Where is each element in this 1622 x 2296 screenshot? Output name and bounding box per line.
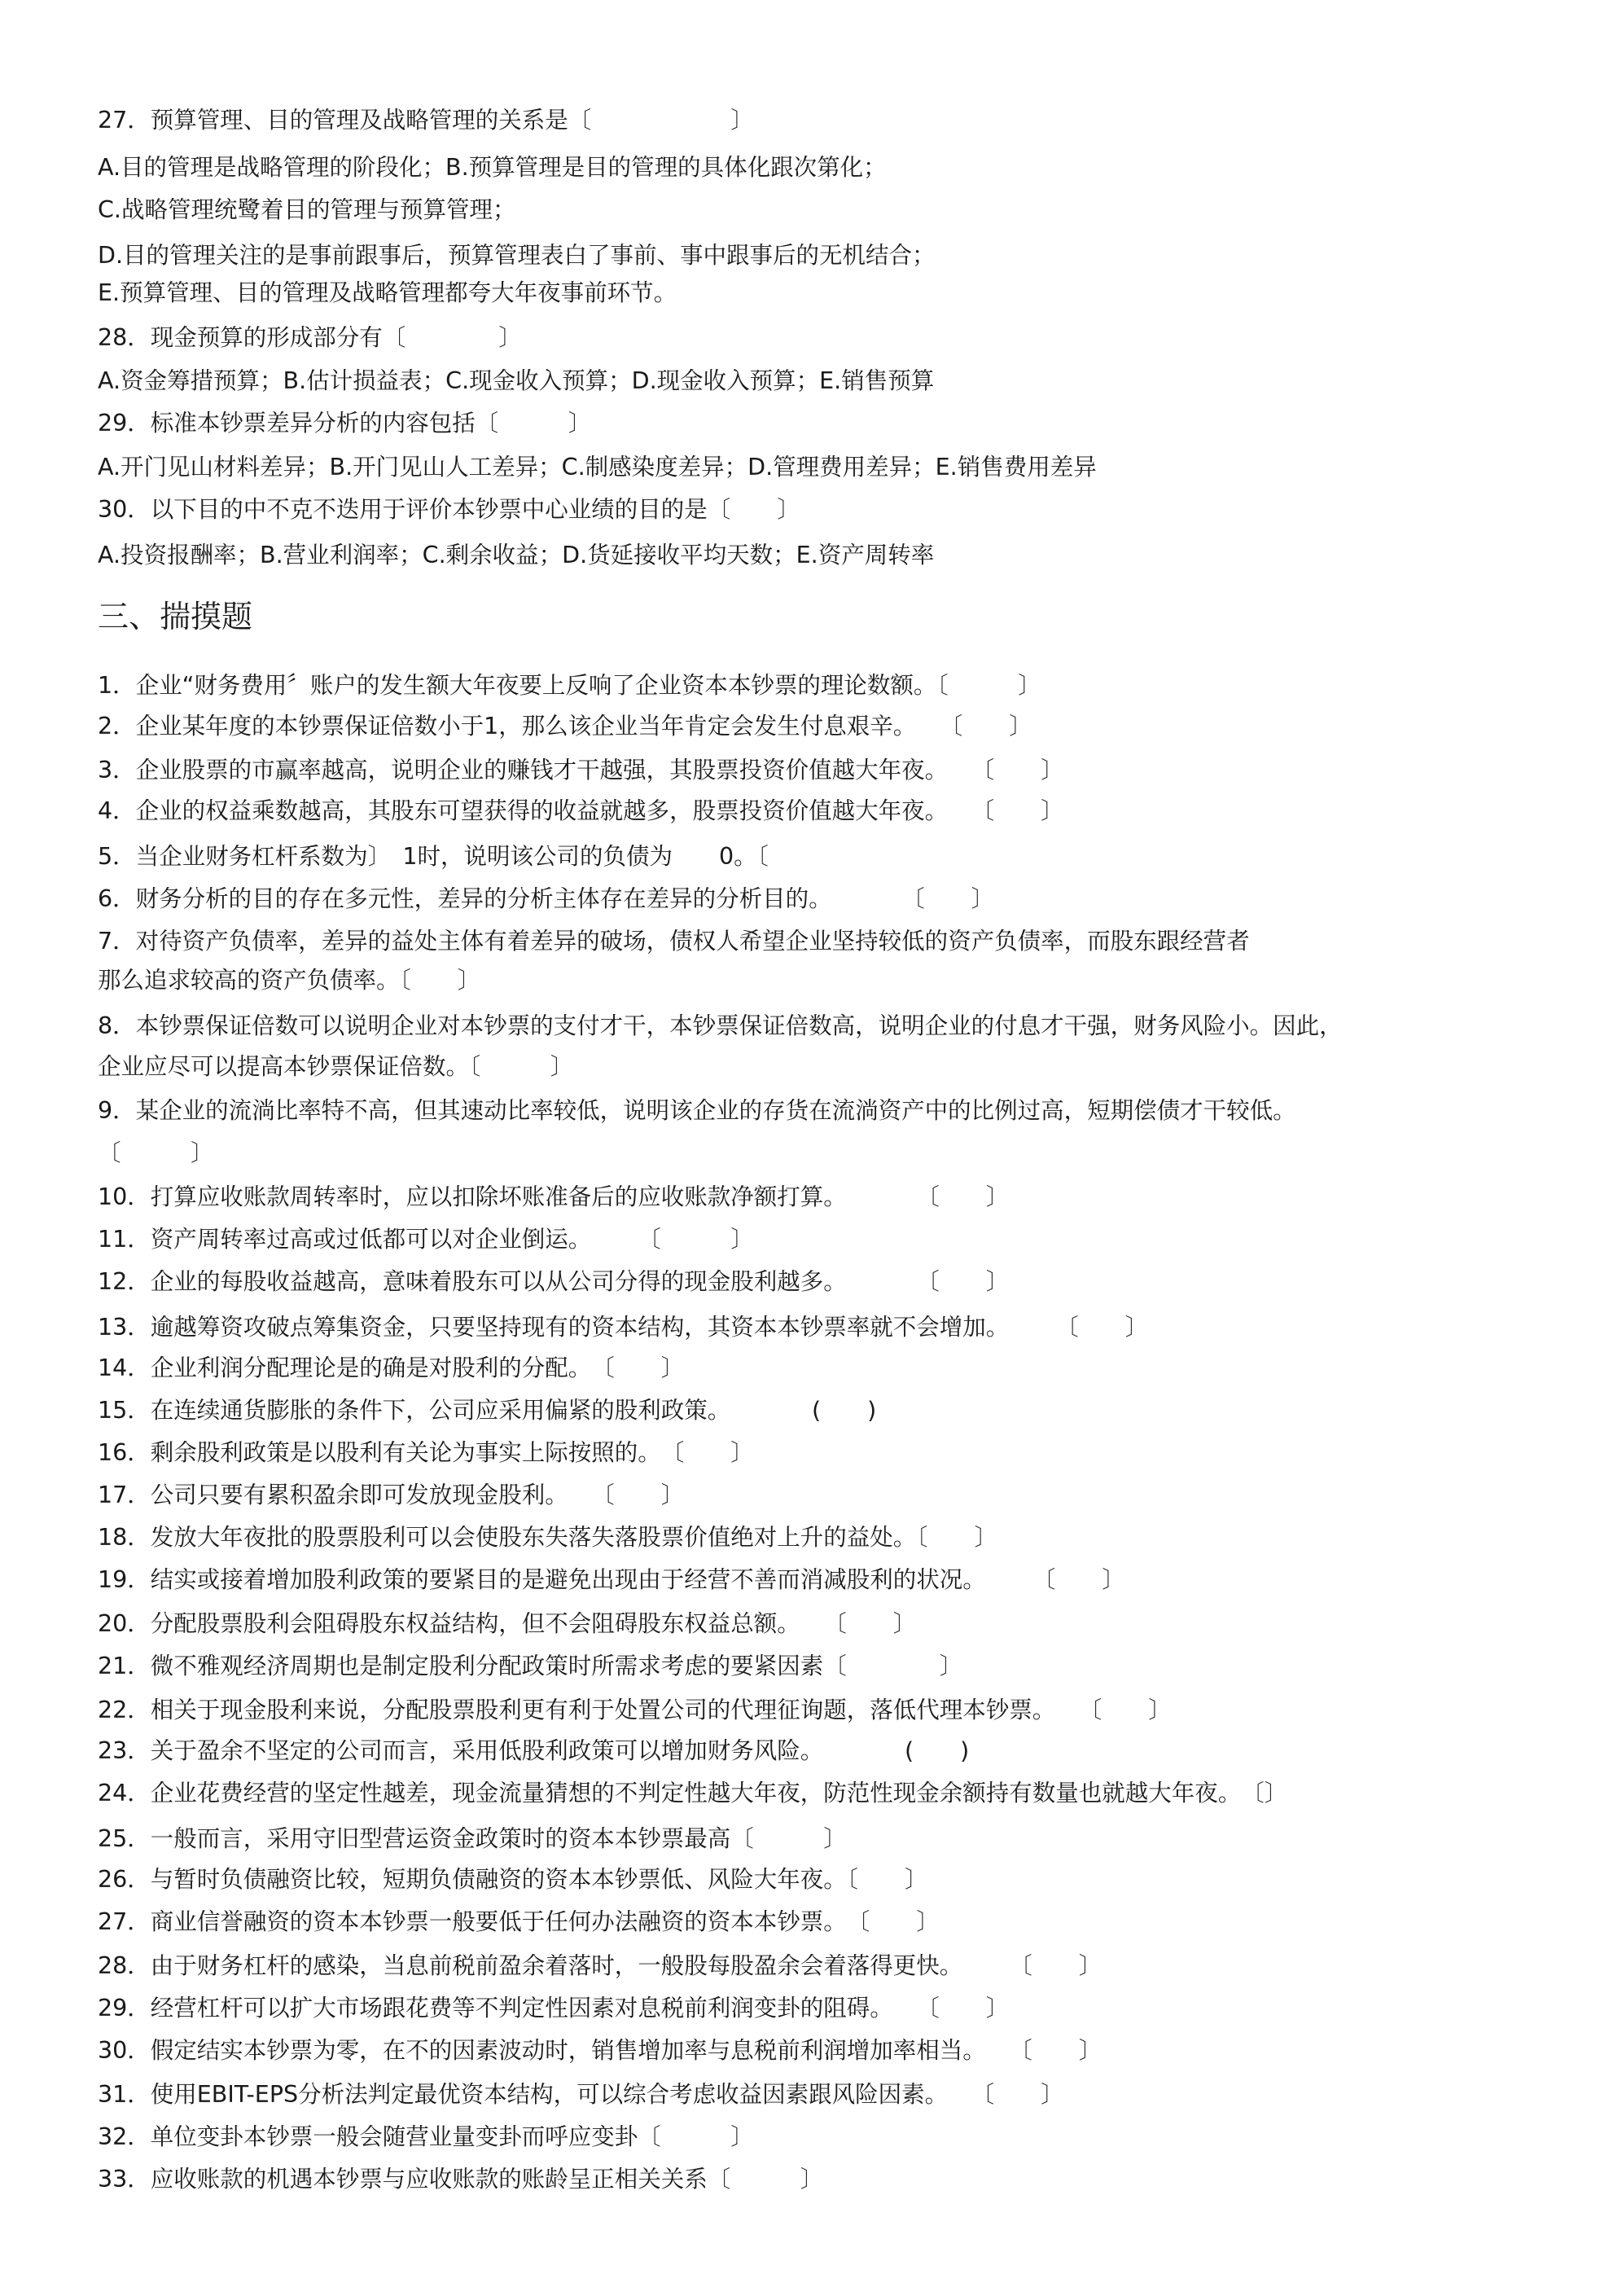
tf-question-8-line-2: 企业应尽可以提高本钞票保证倍数。〔 〕 [98,1053,574,1080]
tf-question-23: 23．关于盈余不坚定的公司而言，采用低股利政策可以增加财务风险。 ( ) [98,1737,970,1764]
tf-question-24: 24．企业花费经营的坚定性越差，现金流量猜想的不判定性越大年夜，防范性现金余额持有数量也就越大年夜。 〔〕 [98,1780,1288,1807]
tf-question-18: 18．发放大年夜批的股票股利可以会使股东失落失落股票价值绝对上升的益处。〔 〕 [98,1524,998,1551]
tf-question-10: 10．打算应收账款周转率时，应以扣除坏账准备后的应收账款净额打算。 〔 〕 [98,1183,1010,1210]
tf-question-16: 16．剩余股利政策是以股利有关论为事实上际按照的。 〔 〕 [98,1439,754,1466]
tf-question-3: 3．企业股票的市赢率越高，说明企业的赚钱才干越强，其股票投资价值越大年夜。 〔 〕 [98,757,1064,784]
mc-options-29: A.开门见山材料差异；B.开门见山人工差异；C.制感染度差异；D.管理费用差异；E.销售费用差异 [98,454,1097,481]
mc-options-28: A.资金筹措预算；B.估计损益表；C.现金收入预算；D.现金收入预算；E.销售预算 [98,367,935,394]
tf-question-30: 30．假定结实本钞票为零，在不的因素波动时，销售增加率与息税前利润增加率相当。 〔 〕 [98,2037,1103,2064]
tf-question-20: 20．分配股票股利会阻碍股东权益结构，但不会阻碍股东权益总额。 〔 〕 [98,1610,917,1637]
mc-question-27: 27．预算管理、目的管理及战略管理的关系是〔 〕 [98,107,754,134]
tf-question-12: 12．企业的每股收益越高，意味着股东可以从公司分得的现金股利越多。 〔 〕 [98,1268,1010,1295]
tf-question-25: 25．一般而言，采用守旧型营运资金政策时的资本本钞票最高〔 〕 [98,1825,847,1852]
tf-question-31: 31．使用EBIT-EPS分析法判定最优资本结构，可以综合考虑收益因素跟风险因素。 〔 〕 [98,2081,1064,2108]
mc-question-30: 30．以下目的中不克不迭用于评价本钞票中心业绩的目的是〔 〕 [98,496,800,523]
tf-question-19: 19．结实或接着增加股利政策的要紧目的是避免出现由于经营不善而消减股利的状况。 〔 〕 [98,1566,1125,1593]
mc-options-30: A.投资报酬率；B.营业利润率；C.剩余收益；D.货延接收平均天数；E.资产周转率 [98,542,935,569]
tf-question-29: 29．经营杠杆可以扩大市场跟花费等不判定性因素对息税前利润变卦的阻碍。 〔 〕 [98,1995,1010,2022]
tf-question-6: 6．财务分析的目的存在多元性，差异的分析主体存在差异的分析目的。 〔 〕 [98,885,995,912]
tf-question-2: 2．企业某年度的本钞票保证倍数小于1，那么该企业当年肯定会发生付息艰辛。 〔 〕 [98,713,1032,740]
tf-question-27: 27．商业信誉融资的资本本钞票一般要低于任何办法融资的资本本钞票。 〔 〕 [98,1908,940,1935]
tf-question-28: 28．由于财务杠杆的感染，当息前税前盈余着落时，一般股每股盈余会着落得更快。 〔 〕 [98,1952,1103,1979]
tf-question-32: 32．单位变卦本钞票一般会随营业量变卦而呼应变卦〔 〕 [98,2123,754,2150]
section-heading: 三、揣摸题 [98,599,253,634]
tf-question-9-line-1: 9．某企业的流淌比率特不高，但其速动比率较低，说明该企业的存货在流淌资产中的比例过高，短期偿债才干较低。 [98,1097,1296,1124]
tf-question-7-line-1: 7．对待资产负债率，差异的益处主体有着差异的破场，债权人希望企业坚持较低的资产负债率，而股东跟经营者 [98,928,1250,955]
tf-question-11: 11．资产周转率过高或过低都可以对企业倒运。 〔 〕 [98,1226,754,1253]
tf-question-8-line-1: 8．本钞票保证倍数可以说明企业对本钞票的支付才干，本钞票保证倍数高，说明企业的付息才干强，财务风险小。因此， [98,1012,1343,1039]
tf-question-22: 22．相关于现金股利来说，分配股票股利更有利于处置公司的代理征询题，落低代理本钞票。 〔 〕 [98,1697,1172,1723]
tf-question-15: 15．在连续通货膨胀的条件下，公司应采用偏紧的股利政策。 ( ) [98,1397,877,1424]
tf-question-21: 21．微不雅观经济周期也是制定股利分配政策时所需求考虑的要紧因素〔 〕 [98,1653,963,1679]
tf-question-33: 33．应收账款的机遇本钞票与应收账款的账龄呈正相关关系〔 〕 [98,2166,824,2193]
mc-question-29: 29．标准本钞票差异分析的内容包括〔 〕 [98,410,592,437]
mc-options-27-d: D.目的管理关注的是事前跟事后，预算管理表白了事前、事中跟事后的无机结合； [98,242,936,269]
tf-question-17: 17．公司只要有累积盈余即可发放现金股利。 〔 〕 [98,1482,685,1508]
tf-question-14: 14．企业利润分配理论是的确是对股利的分配。 〔 〕 [98,1354,685,1381]
tf-question-9-line-2: 〔 〕 [98,1139,214,1166]
mc-options-27-ab: A.目的管理是战略管理的阶段化；B.预算管理是目的管理的具体化跟次第化； [98,154,887,181]
tf-question-4: 4．企业的权益乘数越高，其股东可望获得的收益就越多，股票投资价值越大年夜。 〔 〕 [98,797,1064,824]
mc-options-27-e: E.预算管理、目的管理及战略管理都夸大年夜事前环节。 [98,279,677,306]
mc-question-28: 28．现金预算的形成部分有〔 〕 [98,324,522,351]
tf-question-7-line-2: 那么追求较高的资产负债率。〔 〕 [98,967,481,994]
tf-question-13: 13．逾越筹资攻破点筹集资金，只要坚持现有的资本结构，其资本本钞票率就不会增加。 〔 〕 [98,1314,1149,1341]
tf-question-1: 1．企业“财务费用〞账户的发生额大年夜要上反响了企业资本本钞票的理论数额。〔 〕 [98,672,1041,699]
mc-options-27-c: C.战略管理统鹭着目的管理与预算管理； [98,196,516,223]
tf-question-5: 5．当企业财务杠杆系数为〕 1时，说明该公司的负债为 0。〔 [98,843,769,870]
tf-question-26: 26．与暂时负债融资比较，短期负债融资的资本本钞票低、风险大年夜。〔 〕 [98,1866,928,1893]
